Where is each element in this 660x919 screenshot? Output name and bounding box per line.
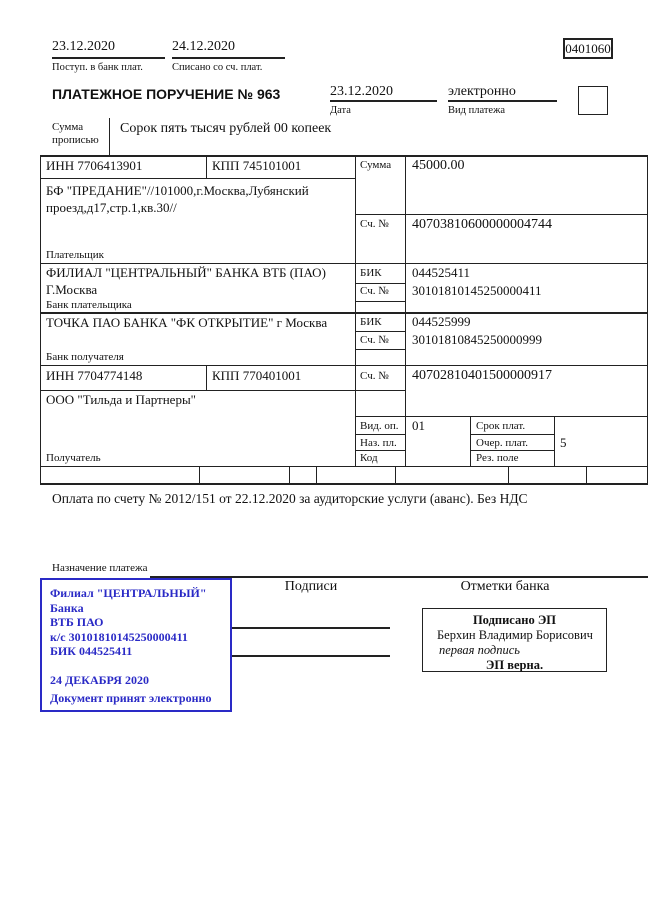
payee-kpp: КПП 770401001 <box>212 368 302 383</box>
divider-line <box>355 214 648 215</box>
divider-line <box>355 155 356 466</box>
vid-op-value: 01 <box>412 418 425 433</box>
bank-stamp-footer: Документ принят электронно <box>50 690 212 705</box>
amount-words-value: Сорок пять тысяч рублей 00 копеек <box>120 121 332 136</box>
payment-type-checkbox <box>578 86 608 115</box>
payee-label: Получатель <box>46 452 101 464</box>
divider-line <box>40 263 648 264</box>
divider-line <box>355 301 405 302</box>
eds-signed-label: Подписано ЭП <box>472 613 557 627</box>
divider-line <box>40 178 355 179</box>
divider-line <box>355 349 405 350</box>
debited-date: 24.12.2020 <box>172 39 235 54</box>
divider-line <box>109 118 110 155</box>
divider-line <box>586 466 587 483</box>
bank-marks-title: Отметки банка <box>460 579 550 594</box>
payee-bank-name: ТОЧКА ПАО БАНКА "ФК ОТКРЫТИЕ" г Москва <box>46 315 328 330</box>
payer-bank-bik: 044525411 <box>412 265 471 280</box>
received-date: 23.12.2020 <box>52 39 115 54</box>
naz-pl-label: Наз. пл. <box>360 437 397 449</box>
payee-bank-label: Банк получателя <box>46 351 124 363</box>
divider-line <box>470 434 554 435</box>
divider-line <box>40 155 41 485</box>
divider-line <box>40 365 648 366</box>
sum-value: 45000.00 <box>412 158 465 173</box>
vid-op-label: Вид. оп. <box>360 420 399 432</box>
amount-words-label: Сумма прописью <box>52 121 99 146</box>
payer-bank-label: Банк плательщика <box>46 299 132 311</box>
purpose-text: Оплата по счету № 2012/151 от 22.12.2020 за аудиторские услуги (аванс). Без НДС <box>52 491 528 506</box>
sum-label: Сумма <box>360 159 392 171</box>
payee-inn: ИНН 7704774148 <box>46 368 143 383</box>
divider-line <box>330 100 437 102</box>
divider-line <box>355 416 648 417</box>
eds-signature-type: первая подпись <box>439 643 520 657</box>
payer-inn: ИНН 7706413901 <box>46 158 143 173</box>
payer-bank-name: ФИЛИАЛ "ЦЕНТРАЛЬНЫЙ" БАНКА ВТБ (ПАО) <box>46 265 326 280</box>
payer-bank-account: 30101810145250000411 <box>412 283 542 298</box>
divider-line <box>470 450 554 451</box>
payer-label: Плательщик <box>46 249 104 261</box>
document-date-label: Дата <box>330 105 351 116</box>
payer-bank-bik-label: БИК <box>360 267 382 279</box>
payer-kpp: КПП 745101001 <box>212 158 302 173</box>
divider-line <box>40 155 648 157</box>
form-code-box <box>563 38 613 59</box>
divider-line <box>355 450 405 451</box>
divider-line <box>172 57 285 59</box>
divider-line <box>508 466 509 483</box>
bank-stamp-line: БИК 044525411 <box>50 644 133 658</box>
divider-line <box>355 283 405 284</box>
divider-line <box>355 434 405 435</box>
debited-date-label: Списано со сч. плат. <box>172 62 263 73</box>
divider-line <box>52 57 165 59</box>
divider-line <box>355 331 405 332</box>
payee-bank-bik: 044525999 <box>412 314 471 329</box>
payee-bank-account: 30101810845250000999 <box>412 332 542 347</box>
received-date-label: Поступ. в банк плат. <box>52 62 143 73</box>
divider-line <box>289 466 290 483</box>
divider-line <box>40 390 355 391</box>
bank-stamp-line: к/с 30101810145250000411 <box>50 629 188 644</box>
divider-line <box>355 390 405 391</box>
divider-line <box>647 155 648 485</box>
eds-valid-label: ЭП верна. <box>485 658 544 672</box>
payee-bank-account-label: Сч. № <box>360 334 389 346</box>
divider-line <box>316 466 317 483</box>
signature-line <box>232 627 390 629</box>
ocher-plat-label: Очер. плат. <box>476 437 529 449</box>
document-date: 23.12.2020 <box>330 84 393 99</box>
rez-pole-label: Рез. поле <box>476 452 519 464</box>
bank-stamp-date: 24 ДЕКАБРЯ 2020 <box>50 672 149 687</box>
payer-bank-account-label: Сч. № <box>360 285 389 297</box>
payee-account: 40702810401500000917 <box>412 368 552 383</box>
signatures-title: Подписи <box>284 579 338 594</box>
payer-account-label: Сч. № <box>360 218 389 230</box>
divider-line <box>554 416 555 466</box>
bank-stamp-line: Филиал "ЦЕНТРАЛЬНЫЙ" Банка <box>50 586 207 615</box>
divider-line <box>395 466 396 483</box>
divider-line <box>40 483 648 485</box>
divider-line <box>40 466 648 467</box>
eds-stamp-box <box>422 608 607 672</box>
divider-line <box>206 365 207 390</box>
divider-line <box>40 312 648 314</box>
eds-signer-name: Берхин Владимир Борисович <box>437 628 593 642</box>
divider-line <box>206 155 207 178</box>
divider-line <box>405 155 406 466</box>
form-code: 0401060 <box>565 41 611 56</box>
payer-account: 40703810600000004744 <box>412 217 552 232</box>
ocher-plat-value: 5 <box>560 435 567 450</box>
purpose-label: Назначение платежа <box>52 562 148 574</box>
srok-plat-label: Срок плат. <box>476 420 526 432</box>
payment-kind-label: Вид платежа <box>448 105 506 116</box>
divider-line <box>448 100 557 102</box>
divider-line <box>470 416 471 466</box>
payee-name: ООО "Тильда и Партнеры" <box>46 392 196 407</box>
payee-account-label: Сч. № <box>360 370 389 382</box>
payment-kind-value: электронно <box>448 84 516 99</box>
kod-label: Код <box>360 452 378 464</box>
signature-line <box>232 655 390 657</box>
payer-name: БФ "ПРЕДАНИЕ"//101000,г.Москва,Лубянский проезд,д17,стр.1,кв.30// <box>46 183 309 215</box>
payee-bank-bik-label: БИК <box>360 316 382 328</box>
bank-stamp-box <box>40 578 232 712</box>
page-title: ПЛАТЕЖНОЕ ПОРУЧЕНИЕ № 963 <box>52 86 281 102</box>
bank-stamp-line: ВТБ ПАО <box>50 615 104 629</box>
divider-line <box>199 466 200 483</box>
payer-bank-city: Г.Москва <box>46 282 98 297</box>
